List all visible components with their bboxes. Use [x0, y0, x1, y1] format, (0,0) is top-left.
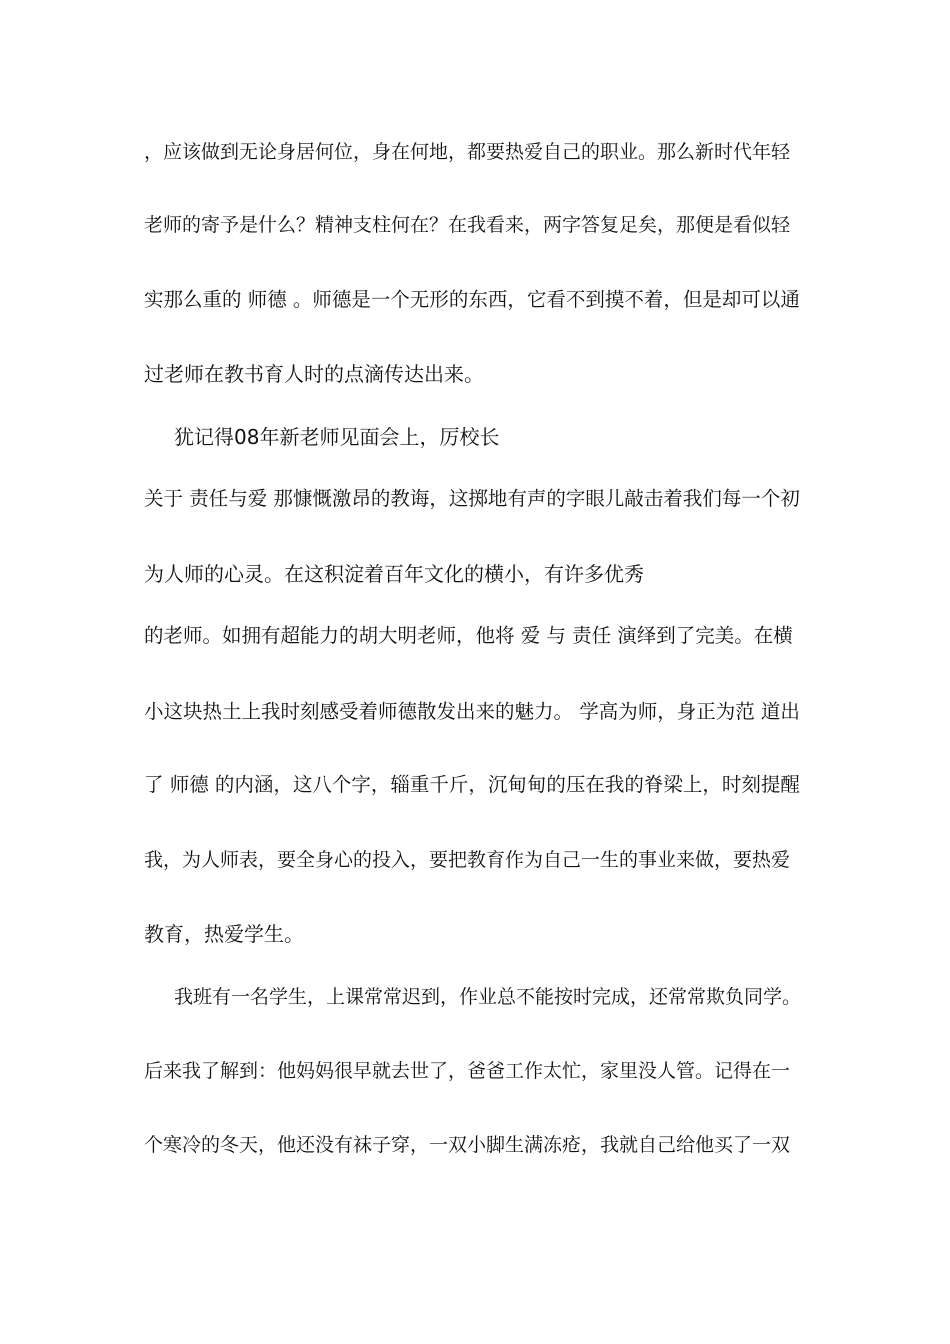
- text-line: 了 师德 的内涵，这八个字，辎重千斤，沉甸甸的压在我的脊梁上，时刻提醒: [144, 773, 800, 796]
- text-line: 老师的寄予是什么？精神支柱何在？在我看来，两字答复足矣，那便是看似轻: [144, 214, 791, 236]
- text-line: 后来我了解到：他妈妈很早就去世了，爸爸工作太忙，家里没人管。记得在一: [144, 1060, 791, 1082]
- text-line: 个寒冷的冬天，他还没有袜子穿，一双小脚生满冻疮，我就自己给他买了一双: [144, 1134, 791, 1156]
- text-line: 关于 责任与爱 那慷慨激昂的教诲，这掷地有声的字眼儿敲击着我们每一个初: [144, 487, 800, 510]
- text-line: 过老师在教书育人时的点滴传达出来。: [144, 362, 484, 386]
- text-line: 犹记得08年新老师见面会上，厉校长: [174, 425, 500, 449]
- text-line: 我，为人师表，要全身心的投入，要把教育作为自己一生的事业来做，要热爱: [144, 849, 791, 871]
- text-line: 小这块热土上我时刻感受着师德散发出来的魅力。 学高为师，身正为范 道出: [144, 700, 800, 723]
- text-line: 为人师的心灵。在这积淀着百年文化的横小，有许多优秀: [144, 562, 644, 586]
- text-line: 实那么重的 师德 。师德是一个无形的东西，它看不到摸不着，但是却可以通: [144, 288, 800, 311]
- text-line: 我班有一名学生，上课常常迟到，作业总不能按时完成，还常常欺负同学。: [174, 986, 802, 1008]
- text-line: 的老师。如拥有超能力的胡大明老师，他将 爱 与 责任 演绎到了完美。在横: [144, 624, 793, 647]
- text-line: 教育，热爱学生。: [144, 922, 304, 946]
- text-line: ，应该做到无论身居何位，身在何地，都要热爱自己的职业。那么新时代年轻: [144, 141, 791, 163]
